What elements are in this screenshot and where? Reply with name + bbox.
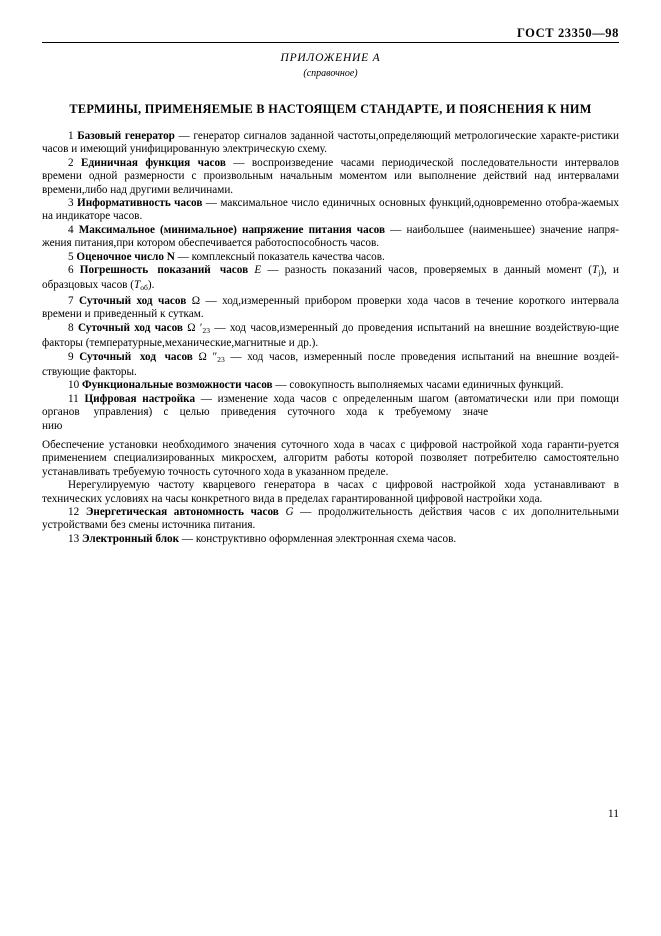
term-name: Цифровая настройка [84, 392, 196, 405]
term-entry-9 [42, 351, 619, 380]
term-number: 5 [68, 250, 74, 263]
term-number: 3 [68, 197, 74, 210]
term-entry-3 [42, 197, 619, 224]
term-name: Функциональные возможности часов [81, 379, 273, 392]
term-name: Единичная функция часов [81, 156, 226, 169]
term-definition: Ω — ход,измеренный прибором проверки хода часов в течение короткого интервала времени и приведенный к суткам. [42, 294, 620, 321]
term-definition: E — разность показаний часов, проверяемых в данный момент $(T_j)$, и образцовых часов $(T_{об})$. [42, 264, 620, 293]
term-entry-12 [42, 506, 619, 533]
term-definition: — комплексный показатель качества часов. [174, 250, 385, 263]
term-number: 1 [68, 130, 74, 142]
standard-code-header: ГОСТ 23350—98 [516, 26, 619, 40]
appendix-title: ПРИЛОЖЕНИЕ А [280, 52, 381, 64]
term-name: Суточный ход часов [77, 321, 183, 334]
term-number: 2 [68, 156, 74, 169]
term-name: Электронный блок [81, 532, 180, 545]
note-2: Нерегулируемую частоту кварцевого генератора в часах с цифровой настройкой хода устанавливают в технических условиях на часы конкретного вида в пределах гарантированной цифровой настройки хода. [42, 479, 619, 505]
term-number: 4 [68, 223, 74, 236]
term-entry-2 [42, 157, 619, 197]
term-number: 7 [68, 294, 74, 307]
term-entry-7 [42, 295, 619, 322]
term-name: Информативность часов [77, 197, 203, 210]
term-name: Оценочное число N [76, 250, 175, 263]
term-definition: — изменение хода часов с определенным шагом (автоматически или при помощи органов управления) с целью приведения суточного хода к требуемому значе нию [42, 392, 619, 432]
term-definition: — наибольшее (наименьшее) значение напря-жения питания,при котором обеспечивается работоспособность часов. [42, 223, 620, 250]
term-definition: — совокупность выполняемых часами единичных функций. [272, 379, 564, 392]
page-title: ТЕРМИНЫ, ПРИМЕНЯЕМЫЕ В НАСТОЯЩЕМ СТАНДАРТЕ, И ПОЯСНЕНИЯ К НИМ [69, 102, 592, 116]
term-number: 13 [68, 532, 80, 545]
term-definition: G — продолжительность действия часов с их дополнительными устройствами без смены источника питания. [42, 505, 619, 532]
term-number: 12 [68, 505, 80, 518]
term-entry-4 [42, 224, 619, 251]
term-number: 6 [68, 264, 74, 277]
appendix-subtitle: (справочное) [303, 68, 358, 79]
term-entry-6 [42, 264, 619, 295]
term-definition: Ω $'_{23}$ — ход часов,измеренный до проведения испытаний на внешние воздействую-щие факторы (температурные,механические,магнитные и др.). [42, 321, 620, 350]
term-name: Базовый генератор [77, 130, 175, 142]
term-entry-8 [42, 322, 619, 351]
term-definition: — генератор сигналов заданной частоты,определяющий метрологические характе-ристики часов и имеющий унифицированную электрическую схему. [42, 130, 619, 156]
term-name: Суточный ход часов [79, 350, 193, 363]
term-entry-11 [42, 393, 619, 433]
header-rule [42, 42, 619, 43]
term-entry-5 [42, 251, 619, 264]
term-definition: — конструктивно оформленная электронная схема часов. [179, 532, 457, 545]
term-definition: — воспроизведение часами периодической последовательности интервалов времени одной размерности с произвольным начальным моментом или выполнение действий над интервалами времени,либо над другими величинами. [42, 156, 620, 196]
document-body [42, 130, 619, 546]
term-number: 11 [68, 392, 79, 405]
term-definition: Ω $''_{23}$ — ход часов, измеренный после проведения испытаний на внешние воздей-ствующие факторы. [42, 350, 620, 378]
term-number: 9 [68, 350, 74, 363]
page-number: 11 [607, 808, 619, 820]
term-entry-1 [42, 130, 619, 157]
term-name: Энергетическая автономность часов [85, 505, 279, 518]
term-number: 10 [68, 379, 80, 392]
note-1: Обеспечение установки необходимого значения суточного хода в часах с цифровой настройкой хода гаранти-руется применением специализированных микросхем, алгоритм работы которой позволяет потребителю самостоятельно устанавливать требуемую точность суточного хода в указанном пределе. [42, 438, 619, 478]
term-entry-13 [42, 533, 619, 546]
term-number: 8 [68, 321, 74, 334]
term-name: Погрешность показаний часов [79, 264, 249, 277]
term-name: Суточный ход часов [79, 294, 187, 307]
term-name: Максимальное (минимальное) напряжение питания часов [78, 223, 386, 236]
term-definition: — максимальное число единичных основных функций,одновременно отобра-жаемых на индикаторе часов. [42, 197, 619, 223]
term-entry-10 [42, 379, 619, 392]
